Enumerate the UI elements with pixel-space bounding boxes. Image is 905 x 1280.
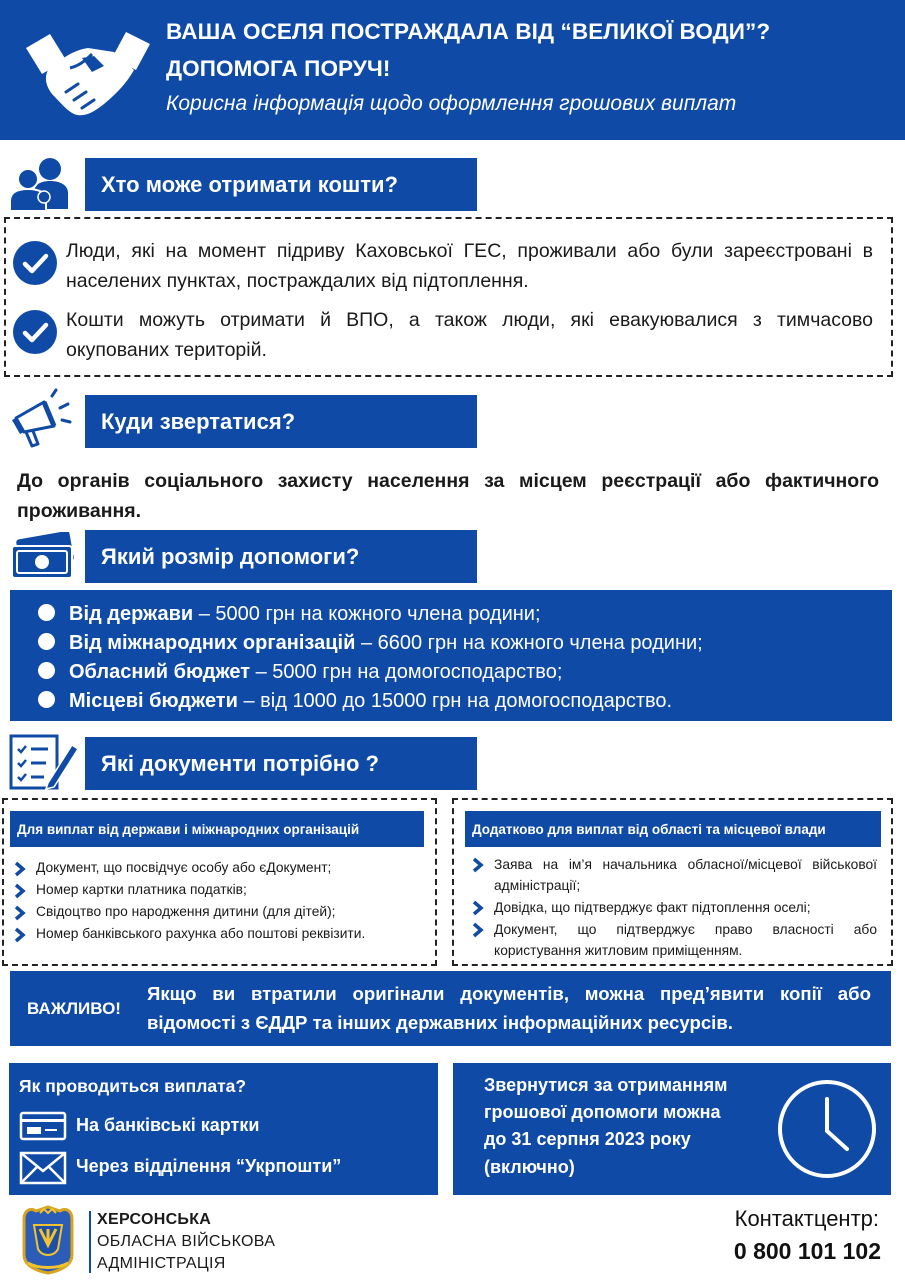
important-label: ВАЖЛИВО!: [27, 999, 121, 1018]
documents-left-item-1: Документ, що посвідчує особу або єДокумент;: [36, 860, 332, 875]
org-name-line3: АДМІНІСТРАЦІЯ: [97, 1255, 226, 1272]
megaphone-icon: [8, 388, 76, 450]
chevron-right-icon: [471, 857, 485, 873]
clock-icon: [775, 1077, 879, 1181]
documents-left-item-2: Номер картки платника податків;: [36, 882, 247, 897]
contact-center-label: Контактцентр:: [734, 1206, 879, 1231]
deadline-line-4: (включно): [484, 1157, 575, 1177]
amount-item-regional: Обласний бюджет – 5000 грн на домогосподарство;: [38, 661, 562, 684]
amount-item-local: Місцеві бюджети – від 1000 до 15000 грн на домогосподарство.: [38, 690, 672, 713]
chevron-right-icon: [13, 861, 27, 877]
amount-item-state: Від держави – 5000 грн на кожного члена родини;: [38, 603, 541, 626]
money-icon: [8, 532, 76, 580]
documents-left-item-3: Свідоцтво про народження дитини (для дітей);: [36, 904, 336, 919]
check-circle-icon: [13, 241, 57, 285]
amount-item-international: Від міжнародних організацій – 6600 грн на кожного члена родини;: [38, 632, 703, 655]
deadline-box: [453, 1063, 891, 1195]
footer-divider: [89, 1211, 91, 1273]
chevron-right-icon: [471, 922, 485, 938]
payment-methods-box: [9, 1063, 438, 1195]
who-item-1: Люди, які на момент підриву Каховської ГЕС, проживали або були зареєстровані в населених пунктах, постраждалих від підтоплення.: [66, 240, 873, 292]
org-name-line2: ОБЛАСНА ВІЙСЬКОВА: [97, 1233, 276, 1250]
header-title-line1: ВАША ОСЕЛЯ ПОСТРАЖДАЛА ВІД “ВЕЛИКОЇ ВОДИ”?: [166, 19, 771, 44]
payment-title: Як проводиться виплата?: [19, 1076, 247, 1096]
documents-right-heading: Додатково для виплат від області та місцевої влади: [465, 811, 881, 847]
important-text: Якщо ви втратили оригінали документів, можна пред’явити копії або відомості з ЄДДР та інших державних інформаційних ресурсів.: [147, 983, 871, 1033]
envelope-icon: [19, 1151, 67, 1185]
payment-option-post: Через відділення “Укрпошти”: [76, 1156, 342, 1176]
documents-right-item-3: Документ, що підтверджує право власності або користування житловим приміщенням.: [494, 922, 877, 958]
chevron-right-icon: [471, 900, 485, 916]
people-icon: [8, 157, 70, 211]
chevron-right-icon: [13, 883, 27, 899]
deadline-line-3: до 31 серпня 2023 року: [484, 1129, 691, 1149]
documents-right-item-1: Заява на ім’я начальника обласної/місцевої військової адміністрації;: [494, 857, 877, 893]
bullet-icon: [38, 633, 55, 650]
document-checklist-icon: [8, 733, 80, 791]
header-banner: [0, 0, 905, 140]
check-circle-icon: [13, 310, 57, 354]
chevron-right-icon: [13, 905, 27, 921]
documents-left-item-4: Номер банківського рахунка або поштові реквізити.: [36, 926, 366, 941]
documents-left-heading: Для виплат від держави і міжнародних організацій: [10, 811, 424, 847]
bank-card-icon: [19, 1111, 67, 1141]
header-title-line2: ДОПОМОГА ПОРУЧ!: [166, 56, 391, 81]
chevron-right-icon: [13, 927, 27, 943]
documents-section-title: Які документи потрібно ?: [85, 737, 477, 790]
header-subtitle: Корисна інформація щодо оформлення грошових виплат: [166, 92, 737, 115]
documents-right-item-2: Довідка, що підтверджує факт підтоплення оселі;: [494, 900, 811, 915]
amount-section-title: Який розмір допомоги?: [85, 530, 477, 583]
amount-list-box: [10, 590, 892, 721]
contact-phone-number[interactable]: 0 800 101 102: [733, 1238, 881, 1264]
where-section-title: Куди звертатися?: [85, 395, 477, 448]
who-section-title: Хто може отримати кошти?: [85, 158, 477, 211]
org-name-line1: ХЕРСОНСЬКА: [97, 1211, 212, 1228]
bullet-icon: [38, 662, 55, 679]
bullet-icon: [38, 691, 55, 708]
handshake-icon: [22, 14, 154, 126]
deadline-line-1: Звернутися за отриманням: [484, 1075, 728, 1095]
kherson-coat-of-arms-logo: [18, 1205, 78, 1275]
important-notice: [10, 971, 891, 1046]
bullet-icon: [38, 604, 55, 621]
where-text: До органів соціального захисту населення за місцем реєстрації або фактичного проживання.: [17, 470, 879, 522]
deadline-line-2: грошової допомоги можна: [484, 1102, 721, 1122]
payment-option-card: На банківські картки: [76, 1115, 260, 1135]
who-item-2: Кошти можуть отримати й ВПО, а також люди, які евакуювалися з тимчасово окупованих територій.: [66, 309, 873, 361]
